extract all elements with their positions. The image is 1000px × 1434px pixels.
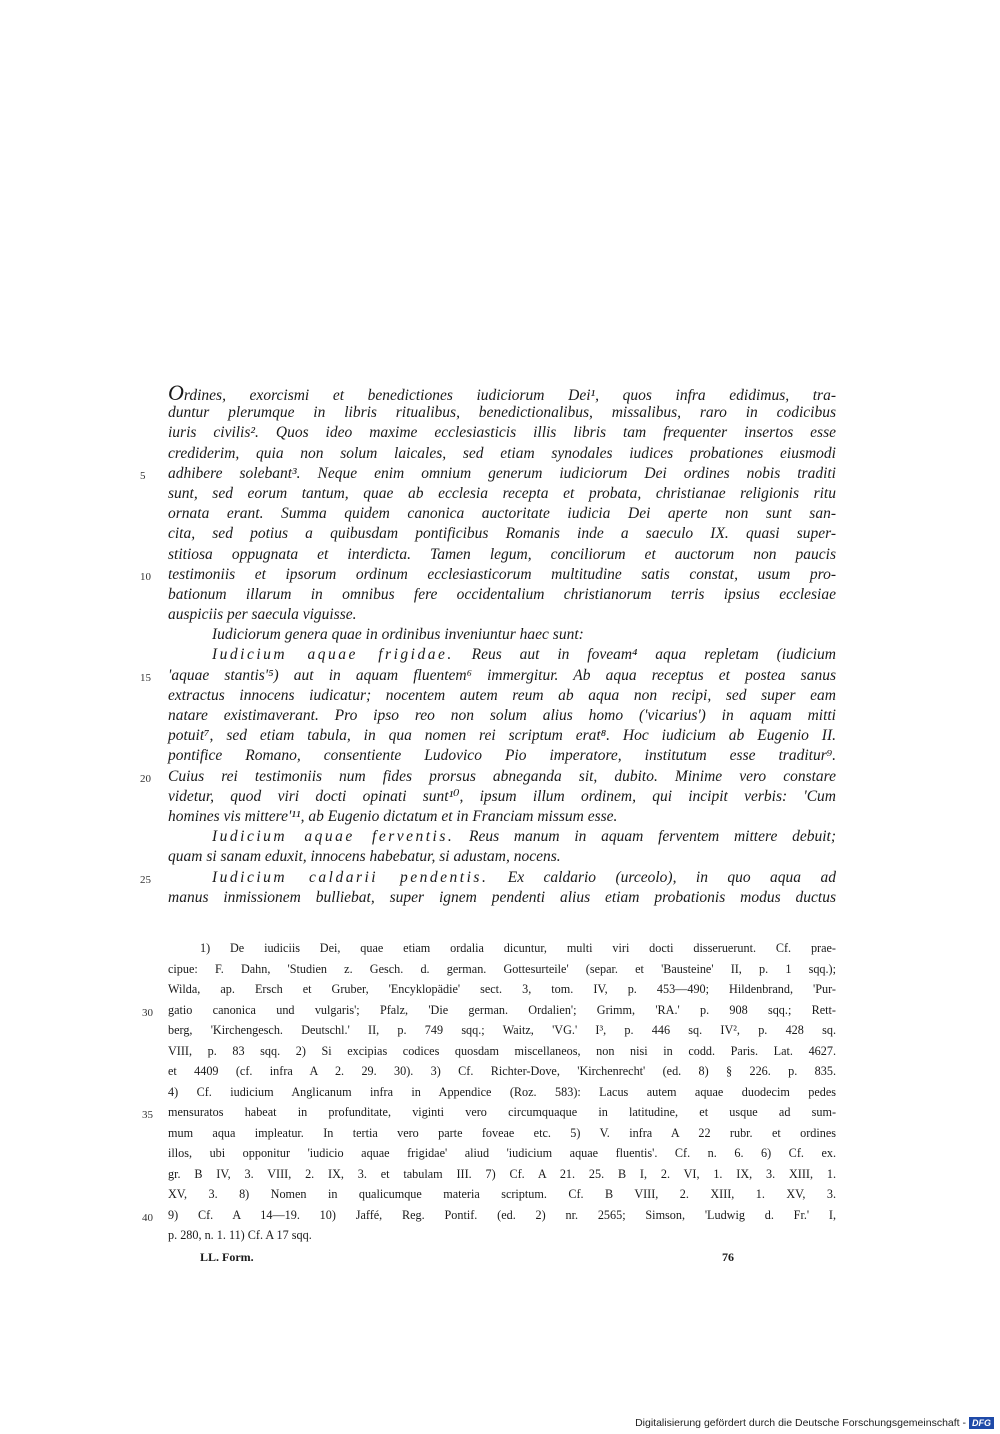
text-line [168,726,836,746]
line-text: 4) Cf. iudicium Anglicanum infra in Appendice (Roz. 583): Lacus autem aquae duodecim pedes [168,1084,836,1099]
attribution-text: Digitalisierung gefördert durch die Deutsche Forschungsgemeinschaft - [635,1417,966,1429]
text-line [168,847,836,867]
footnote-line [168,1082,836,1103]
line-text: stitiosa oppugnata et interdicta. Tamen legum, conciliorum et auctorum non paucis [168,545,836,563]
line-text: videtur, quod viri docti opinati sunt¹⁰, ipsum illum ordinem, qui incipit verbis: 'Cum [168,787,836,805]
footnote-line [168,1164,836,1185]
line-text: XV, 3. 8) Nomen in qualicumque materia scriptum. Cf. B VIII, 2. XIII, 1. XV, 3. [168,1187,836,1201]
section-heading: Iudicium aquae frigidae. [212,646,454,664]
main-text [140,380,836,908]
text-line [168,585,836,605]
text-line [140,666,836,686]
footnote-line [142,1000,836,1021]
line-number: 40 [142,1211,153,1224]
line-text: ornata erant. Summa quidem canonica auctoritate iudicia Dei aperte non sunt san- [168,505,836,523]
footnote-line [168,1184,836,1205]
line-text: manus inmissionem bulliebat, super ignem pendenti alius etiam probationis modus ductus [168,888,836,906]
text-line [168,807,836,827]
line-text: et 4409 (cf. infra A 2. 29. 30). 3) Cf. Richter-Dove, 'Kirchenrecht' (ed. 8) § 226. p. 835. [168,1064,836,1078]
text-line [140,464,836,484]
footnote-line [168,959,836,980]
section-heading: Iudicium aquae ferventis. [212,828,455,846]
page-number: 76 [722,1250,734,1264]
line-text: natare existimaverant. Pro ipso reo non solum alius homo ('vicarius') in aquam mitti [168,707,836,724]
line-number: 20 [140,772,151,785]
text-line [140,767,836,787]
line-text: mum aqua impleatur. In tertia vero parte foveae etc. 5) V. infra A 22 rubr. et ordines [168,1125,836,1140]
line-number: 35 [142,1109,153,1121]
text-line [168,545,836,565]
line-text: Ex caldario (urceolo), in quo aqua ad [488,868,836,886]
line-text: crediderim, quia non solum laicales, sed etiam synodales iudices probationes eiusmodi [168,444,836,462]
line-text: homines vis mittere'¹¹, ab Eugenio dictatum et in Franciam missum esse. [168,807,618,825]
text-line [168,888,836,908]
text-line [140,565,836,585]
footer-section-label: LL. Form. [200,1250,254,1264]
line-text: Wilda, ap. Ersch et Gruber, 'Encyklopädie' sect. 3, tom. IV, p. 453—490; Hildenbrand, 'Pur- [168,982,836,996]
text-line [168,444,836,464]
footnote-line [168,1225,836,1246]
line-text: 9) Cf. A 14—19. 10) Jaffé, Reg. Pontif. (ed. 2) nr. 2565; Simson, 'Ludwig d. Fr.' I, [168,1207,836,1222]
line-text: 1) De iudiciis Dei, quae etiam ordalia dicuntur, multi viri docti disseruerunt. Cf. prae- [200,941,836,955]
footnote-line [142,1205,836,1226]
line-text: adhibere solebant³. Neque enim omnium generum iudiciorum Dei ordines nobis traditi [168,464,836,482]
text-line [168,706,836,726]
text-line [168,380,836,405]
text-line [140,868,836,888]
page-footer [200,1250,740,1270]
text-line [168,605,836,625]
text-line [168,827,836,847]
line-text: testimoniis et ipsorum ordinum ecclesiasticorum multitudine satis constat, usum pro- [168,565,836,583]
text-line [168,524,836,544]
line-text: rdines, exorcismi et benedictiones iudiciorum Dei¹, quos infra edidimus, tra- [183,387,836,404]
dfg-logo[interactable]: DFG [969,1417,994,1429]
line-text: gatio canonica und vulgaris'; Pfalz, 'Die german. Ordalien'; Grimm, 'RA.' p. 908 sqq.; Rett- [168,1002,836,1017]
line-text: Reus aut in foveam⁴ aqua repletam (iudicium [453,646,836,664]
text-line [168,484,836,504]
footnote-line [168,1123,836,1144]
footnote-line [142,1102,836,1123]
line-number: 5 [140,469,146,482]
text-line [168,686,836,706]
line-text: potuit⁷, sed etiam tabula, in qua nomen rei scriptum erat⁸. Hoc iudicium ab Eugenio II. [168,727,836,745]
footnotes [142,938,836,1246]
line-text: cita, sed potius a quibusdam pontificibus Romanis inde a saeculo IX. quasi super- [168,525,836,543]
initial-letter: O [168,380,184,405]
text-line [168,746,836,766]
text-line [168,787,836,807]
line-number: 15 [140,671,151,684]
section-heading: Iudicium caldarii pendentis. [212,868,489,886]
footnote-line [168,1020,836,1041]
line-text: p. 280, n. 1. 11) Cf. A 17 sqq. [168,1228,312,1242]
line-text: extractus innocens iudicatur; nocentem autem reum ab aqua non recipi, sed super eam [168,686,836,704]
footnote-line [168,1041,836,1062]
footnote-line [168,938,836,959]
line-number: 10 [140,570,151,583]
line-text: berg, 'Kirchengesch. Deutschl.' II, p. 749 sqq.; Waitz, 'VG.' I³, p. 446 sq. IV², p. 428 sq. [168,1023,836,1037]
line-text: cipue: F. Dahn, 'Studien z. Gesch. d. german. Gottesurteile' (separ. et 'Bausteine' II, p. 1 sqq.); [168,961,836,976]
line-text: VIII, p. 83 sqq. 2) Si excipias codices quosdam miscellaneos, non nisi in codd. Paris. Lat. 4627. [168,1043,836,1058]
text-line [168,645,836,665]
line-text: duntur plerumque in libris ritualibus, benedictionalibus, missalibus, raro in codicibus [168,404,836,422]
attribution-bar [635,1416,994,1430]
line-text: Cuius rei testimoniis num fides prorsus abneganda sit, dubito. Minime vero constare [168,767,836,785]
footnote-line [168,1061,836,1082]
line-number: 25 [140,873,151,886]
line-text: illos, ubi opponitur 'iudicio aquae frigidae' aliud 'iudicium aquae fluentis'. Cf. n. 6. 6) Cf. ex. [168,1146,836,1160]
text-line [168,403,836,423]
line-text: quam si sanam eduxit, innocens habebatur, si adustam, nocens. [168,848,561,866]
line-text: gr. B IV, 3. VIII, 2. IX, 3. et tabulam III. 7) Cf. A 21. 25. B I, 2. VI, 1. IX, 3. XIII, 1. [168,1166,836,1181]
line-text: Iudiciorum genera quae in ordinibus inveniuntur haec sunt: [212,626,584,644]
line-text: pontifice Romano, consentiente Ludovico Pio imperatore, institutum esse traditur⁹. [168,747,836,765]
line-text: 'aquae stantis'⁵) aut in aquam fluentem⁶ immergitur. Ab aqua receptus et postea sanus [168,666,836,684]
footnote-line [168,979,836,1000]
line-text: Reus manum in aquam ferventem mittere debuit; [454,828,836,846]
line-text: mensuratos habeat in profunditate, viginti vero circumquaque in latitudine, et usque ad sum- [168,1105,836,1119]
text-line [168,504,836,524]
text-line [168,625,836,645]
line-text: bationum illarum in omnibus fere occidentalium christianorum terris ipsius ecclesiae [168,585,836,603]
text-line [168,423,836,443]
footnote-line [168,1143,836,1164]
line-number: 30 [142,1006,153,1019]
line-text: auspiciis per saecula viguisse. [168,606,357,624]
line-text: iuris civilis². Quos ideo maxime ecclesiasticis illis libris tam frequenter insertos esse [168,424,836,442]
line-text: sunt, sed eorum tantum, quae ab ecclesia recepta et probata, christianae religionis ritu [168,484,836,502]
